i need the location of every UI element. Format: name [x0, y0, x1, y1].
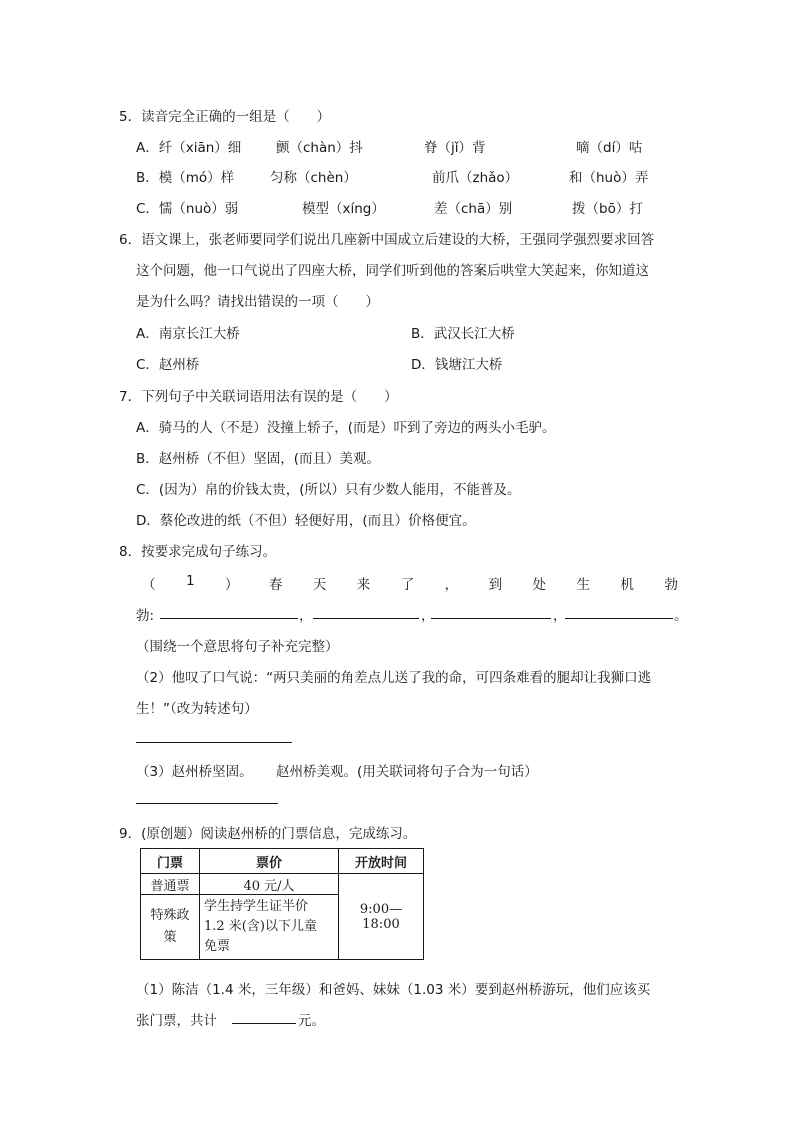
q8-sentence3-a: （3）赵州桥坚固。: [136, 764, 253, 780]
q8-separator: ，: [421, 608, 435, 624]
q8-sentence2-line: 生！”（改为转述句）: [136, 701, 258, 717]
q8-answer-blank[interactable]: [160, 618, 298, 619]
q6-option-b: B．武汉长江大桥: [411, 326, 515, 342]
q5-option-a: A．纤（xiān）细: [136, 140, 242, 156]
q8-stem: 8．按要求完成句子练习。: [119, 544, 277, 560]
q8-answer-line[interactable]: [136, 803, 278, 804]
q6-stem-line: 这个问题，他一口气说出了四座大桥，同学们听到他的答案后哄堂大笑起来，你知道这: [136, 263, 649, 279]
q5-option-b-item: 匀称（chèn）: [270, 170, 357, 186]
row-normal-ticket: 普通票: [141, 874, 200, 895]
q8-separator: ，: [299, 608, 313, 624]
q8-sentence1-note: （围绕一个意思将句子补充完整）: [136, 639, 339, 655]
q9-question1-unit: 元。: [298, 1013, 325, 1029]
q9-answer-blank[interactable]: [232, 1023, 296, 1024]
q5-option-b-item: 和（huò）弄: [569, 170, 649, 186]
q6-option-a: A．南京长江大桥: [136, 326, 240, 342]
q8-answer-blank[interactable]: [565, 618, 673, 619]
header-hours: 开放时间: [339, 849, 424, 874]
q8-sentence1-prefix: 勃:: [136, 608, 155, 624]
q5-option-c: C．懦（nuò）弱: [136, 201, 239, 217]
q5-option-b-item: 前爪（zhǎo）: [432, 170, 519, 186]
q6-stem-line: 是为什么吗？请找出错误的一项（ ）: [136, 294, 379, 310]
q7-option-b: B．赵州桥（不但）坚固，(而且）美观。: [136, 451, 381, 467]
q9-question1-line: （1）陈洁（1.4 米，三年级）和爸妈、妹妹（1.03 米）要到赵州桥游玩，他们应该买: [136, 982, 651, 998]
q7-option-a: A．骑马的人（不是）没撞上轿子，(而是）吓到了旁边的两头小毛驴。: [136, 420, 556, 436]
row-special-detail: 学生持学生证半价 1.2 米(含)以下儿童 免票: [200, 895, 339, 960]
q8-end-mark: 。: [674, 608, 688, 624]
q8-answer-blank[interactable]: [313, 618, 419, 619]
q9-question1-text: 张门票，共计: [136, 1013, 217, 1029]
row-special-policy: 特殊政策: [141, 895, 200, 960]
q5-option-a-item: 脊（jǐ）背: [424, 140, 486, 156]
q8-sentence2-line: （2）他叹了口气说：“两只美丽的角差点儿送了我的命，可四条难看的腿却让我狮口逃: [136, 670, 652, 686]
q6-stem-line: 6．语文课上，张老师要同学们说出几座新中国成立后建设的大桥，王强同学强烈要求回答: [119, 232, 655, 248]
q7-option-c: C．(因为）帛的价钱太贵，(所以）只有少数人能用，不能普及。: [136, 482, 521, 498]
q7-option-d: D．蔡伦改进的纸（不但）轻便好用，(而且）价格便宜。: [136, 513, 476, 529]
opening-hours: 9:00—18:00: [339, 874, 424, 960]
q5-option-c-item: 差（chā）别: [434, 201, 513, 217]
q5-option-c-item: 模型（xíng）: [302, 201, 385, 217]
q5-option-b: B．模（mó）样: [136, 170, 235, 186]
q6-option-d: D．钱塘江大桥: [411, 357, 503, 373]
q5-stem: 5．读音完全正确的一组是（ ）: [119, 109, 331, 125]
header-ticket: 门票: [141, 849, 200, 874]
q8-separator: ，: [553, 608, 567, 624]
q5-option-a-item: 嘀（dí）咕: [576, 140, 643, 156]
q9-stem: 9．(原创题）阅读赵州桥的门票信息，完成练习。: [119, 826, 417, 842]
q8-answer-line[interactable]: [136, 742, 292, 743]
q5-option-c-item: 拨（bō）打: [572, 201, 643, 217]
q5-option-a-item: 颤（chàn）抖: [276, 140, 363, 156]
q8-sentence3-b: 赵州桥美观。(用关联词将句子合为一句话）: [276, 764, 538, 780]
ticket-table: [140, 848, 424, 960]
q7-stem: 7．下列句子中关联词语用法有误的是（ ）: [119, 389, 398, 405]
header-price: 票价: [200, 849, 339, 874]
q8-sentence1-line: （ 1 ） 春 天 来 了 ， 到 处 生 机 勃: [142, 573, 678, 593]
q6-option-c: C．赵州桥: [136, 357, 200, 373]
q8-answer-blank[interactable]: [431, 618, 551, 619]
row-normal-price: 40 元/人: [200, 874, 339, 895]
